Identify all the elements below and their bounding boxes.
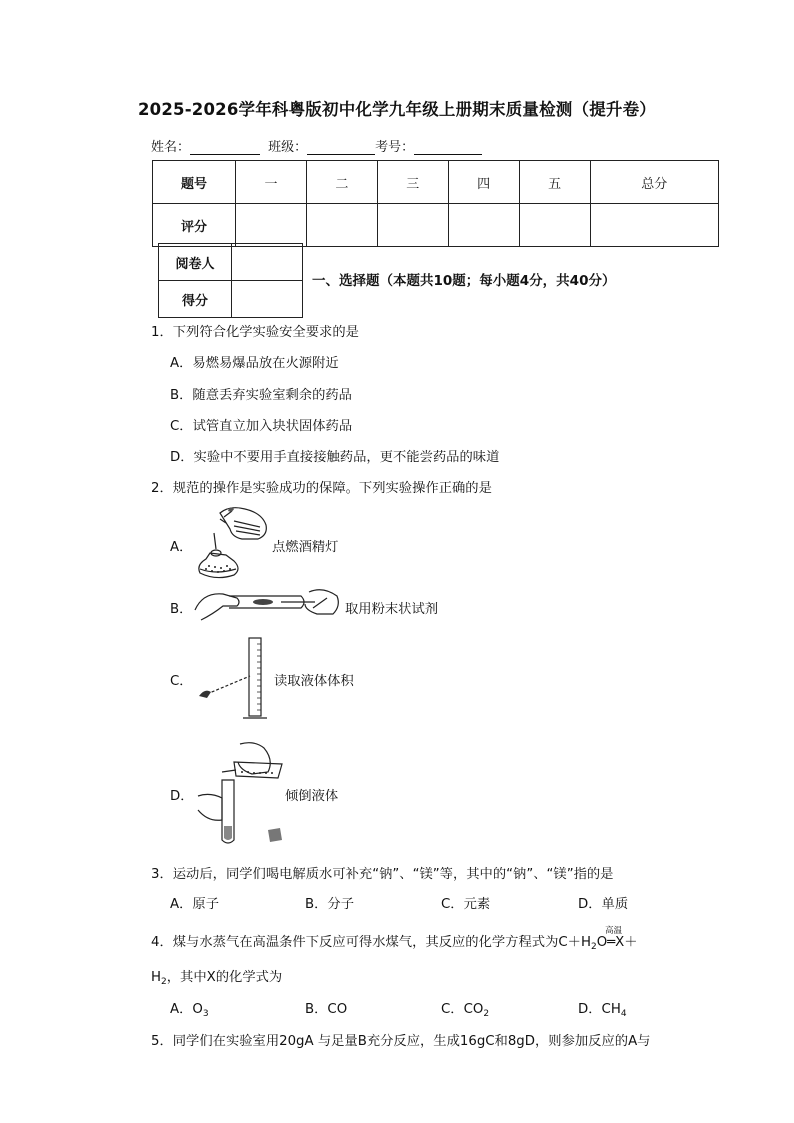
section-title: 一、选择题（本题共10题；每小题4分，共40分） bbox=[312, 273, 616, 289]
question-4-stem bbox=[151, 926, 638, 952]
option-text: D．CH bbox=[578, 1002, 621, 1017]
question-4-h-sub: 2 bbox=[161, 977, 167, 987]
question-4-option-b bbox=[305, 998, 347, 1019]
question-3-option-a: A．原子 bbox=[170, 897, 219, 912]
question-4-stem-line2 bbox=[151, 966, 282, 987]
alcohol-lamp-lighting-illustration bbox=[190, 503, 272, 581]
question-1-option-a: A．易燃易爆品放在火源附近 bbox=[170, 356, 339, 371]
score-table bbox=[152, 160, 719, 247]
question-4-option-c bbox=[441, 998, 489, 1019]
pouring-liquid-illustration bbox=[192, 740, 288, 846]
page-title: 2025-2026学年科粤版初中化学九年级上册期末质量检测（提升卷） bbox=[138, 100, 656, 119]
score-cell[interactable] bbox=[519, 204, 590, 247]
powder-reagent-illustration bbox=[193, 584, 343, 624]
question-2-option-a-label: 点燃酒精灯 bbox=[272, 540, 339, 555]
grader-score-cell[interactable] bbox=[232, 281, 303, 318]
option-text: A．O bbox=[170, 1002, 203, 1017]
question-1-option-b: B．随意丢弃实验室剩余的药品 bbox=[170, 388, 352, 403]
question-4-option-d bbox=[578, 998, 627, 1019]
question-2-option-b-label: 取用粉末状试剂 bbox=[345, 602, 439, 617]
exam-no-label: 考号： bbox=[375, 140, 415, 155]
student-info-line bbox=[151, 136, 482, 155]
question-4-line2-text: ，其中X的化学式为 bbox=[166, 970, 283, 985]
option-sub: 2 bbox=[483, 1009, 490, 1019]
question-2-option-d-label: 倾倒液体 bbox=[285, 789, 339, 804]
question-4-text-1: 4．煤与水蒸气在高温条件下反应可得水煤气，其反应的化学方程式为C＋H bbox=[151, 935, 591, 950]
score-header-cell: 二 bbox=[306, 161, 377, 204]
reviewer-cell[interactable] bbox=[232, 244, 303, 281]
question-2-option-c-label: 读取液体体积 bbox=[274, 674, 354, 689]
equals-sign: ═ bbox=[607, 935, 616, 950]
exam-no-field[interactable] bbox=[414, 140, 482, 155]
question-4-h-symbol: H bbox=[151, 970, 161, 985]
question-2-stem: 2．规范的操作是实验成功的保障。下列实验操作正确的是 bbox=[151, 481, 492, 496]
question-2-option-c-letter: C． bbox=[170, 674, 193, 689]
name-label: 姓名： bbox=[151, 140, 191, 155]
question-4-text-3: X＋ bbox=[615, 935, 638, 950]
question-1-option-d: D．实验中不要用手直接接触药品，更不能尝药品的味道 bbox=[170, 450, 500, 465]
question-3-option-b: B．分子 bbox=[305, 897, 355, 912]
question-4-text-2: O bbox=[596, 935, 608, 950]
score-cell[interactable] bbox=[306, 204, 377, 247]
class-label: 班级： bbox=[268, 140, 308, 155]
score-table-header-row bbox=[153, 161, 719, 204]
question-1-option-c: C．试管直立加入块状固体药品 bbox=[170, 419, 353, 434]
question-1-stem: 1．下列符合化学实验安全要求的是 bbox=[151, 325, 359, 340]
condition-label: 高温 bbox=[605, 926, 623, 936]
score-cell[interactable] bbox=[590, 204, 718, 247]
question-2-option-b-letter: B． bbox=[170, 602, 193, 617]
question-3-stem: 3．运动后，同学们喝电解质水可补充“钠”、“镁”等，其中的“钠”、“镁”指的是 bbox=[151, 867, 614, 882]
option-sub: 3 bbox=[202, 1009, 209, 1019]
question-3-option-c: C．元素 bbox=[441, 897, 491, 912]
score-header-cell: 总分 bbox=[590, 161, 718, 204]
grader-table bbox=[158, 243, 303, 318]
question-2-option-a-letter: A． bbox=[170, 540, 193, 555]
score-table-score-row bbox=[153, 204, 719, 247]
option-text: C．CO bbox=[441, 1002, 484, 1017]
score-cell[interactable] bbox=[448, 204, 519, 247]
reviewer-label: 阅卷人 bbox=[159, 244, 232, 281]
score-row-label: 评分 bbox=[153, 204, 236, 247]
grader-score-label: 得分 bbox=[159, 281, 232, 318]
score-header-cell: 五 bbox=[519, 161, 590, 204]
score-header-cell: 题号 bbox=[153, 161, 236, 204]
score-header-cell: 四 bbox=[448, 161, 519, 204]
question-3-option-d: D．单质 bbox=[578, 897, 629, 912]
question-5-stem: 5．同学们在实验室用20gA 与足量B充分反应，生成16gC和8gD，则参加反应的A与 bbox=[151, 1034, 651, 1049]
graduated-cylinder-reading-illustration bbox=[195, 636, 275, 724]
question-4-option-a bbox=[170, 998, 209, 1019]
score-cell[interactable] bbox=[377, 204, 448, 247]
score-header-cell: 一 bbox=[236, 161, 307, 204]
score-header-cell: 三 bbox=[377, 161, 448, 204]
question-2-option-d-letter: D． bbox=[170, 789, 194, 804]
name-field[interactable] bbox=[190, 140, 260, 155]
class-field[interactable] bbox=[307, 140, 375, 155]
question-4-sub-1: 2 bbox=[590, 942, 597, 952]
option-sub: 4 bbox=[620, 1009, 627, 1019]
score-cell[interactable] bbox=[236, 204, 307, 247]
reaction-condition bbox=[605, 926, 623, 950]
option-text: B．CO bbox=[305, 1002, 348, 1017]
